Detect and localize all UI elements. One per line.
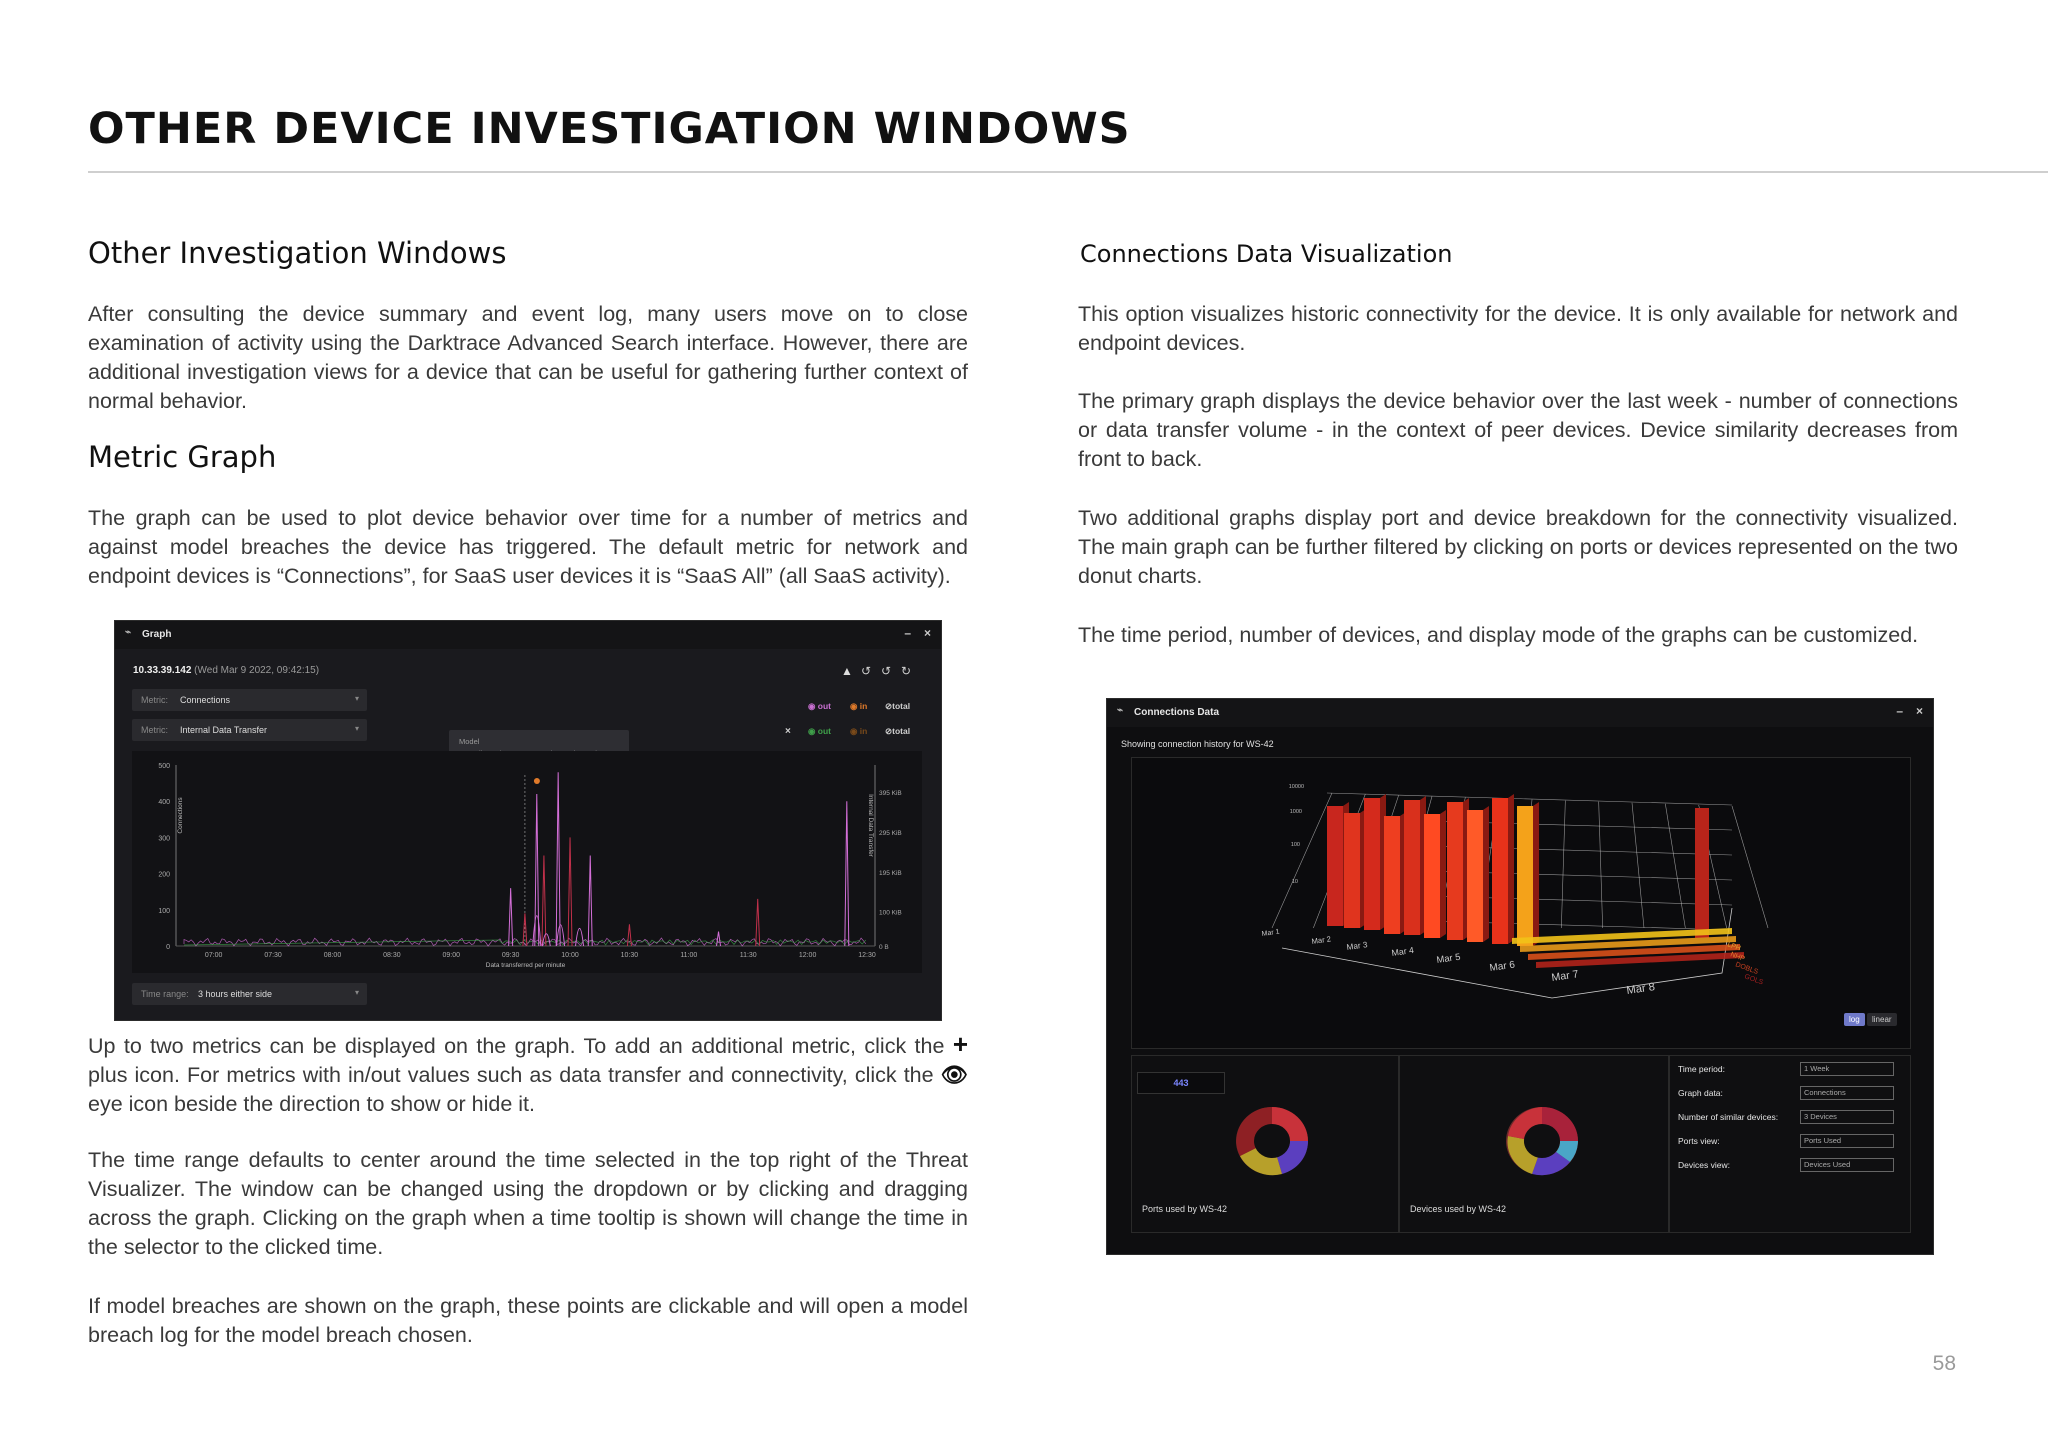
- conn-x-label: Mar 1: [1261, 928, 1281, 938]
- y-left-tick-label: 0: [166, 944, 170, 951]
- connections-spike: [588, 856, 592, 947]
- y-left-tick-label: 500: [158, 763, 170, 770]
- connections-spike: [542, 856, 546, 947]
- connection-bar: [1492, 798, 1508, 944]
- y-left-tick-label: 100: [158, 907, 170, 915]
- x-tick-label: 12:30: [858, 952, 876, 959]
- toggle-total-label: total: [892, 701, 911, 711]
- toggle-in-metric-2[interactable]: ◉ in: [850, 726, 868, 736]
- chevron-down-icon: ▾: [354, 694, 359, 703]
- y-right-tick-label: 100 KiB: [879, 909, 902, 917]
- metric-1-dropdown[interactable]: [132, 689, 367, 711]
- x-tick-label: 07:30: [264, 952, 282, 959]
- toggle-total-metric-2[interactable]: ⊘total: [885, 726, 911, 736]
- y-right-tick-label: 195 KiB: [879, 869, 902, 877]
- conn-x-label: Mar 2: [1311, 934, 1332, 946]
- graph-window-titlebar: [115, 621, 941, 649]
- setting-time-period-input[interactable]: 1 Week: [1800, 1062, 1894, 1076]
- x-axis-label: Data transferred per minute: [485, 962, 566, 969]
- y-right-axis-label: Internal Data Transfer: [867, 794, 874, 857]
- paragraph-metric-graph: The graph can be used to plot device behavior over time for a number of metrics and against model breaches the device has triggered. The default metric for network and endpoint devices is “Connections”, for SaaS user devices it is “SaaS All” (all SaaS activity).: [88, 506, 968, 588]
- time-range-dropdown[interactable]: [132, 983, 367, 1005]
- toggle-total-metric-1[interactable]: ⊘total: [885, 701, 911, 711]
- heading-connections-data: Connections Data Visualization: [1080, 240, 1453, 268]
- device-ip: 10.33.39.142: [133, 665, 192, 676]
- conn-y-tick-label: 10: [1291, 879, 1298, 885]
- conn-y-tick-label: 1000: [1289, 809, 1302, 815]
- ports-panel: [1131, 1055, 1399, 1233]
- toggle-out-label: out: [817, 726, 831, 736]
- connection-bar-side: [1483, 806, 1489, 942]
- metric-1-label: Metric:: [141, 695, 168, 705]
- x-tick-label: 08:30: [383, 952, 401, 959]
- devices-donut-chart[interactable]: [1492, 1096, 1592, 1186]
- x-tick-label: 09:00: [442, 952, 461, 959]
- connection-bar: [1467, 810, 1483, 942]
- y-left-tick-label: 400: [158, 799, 170, 807]
- paragraph-metrics-text-c: eye icon beside the direction to show or hide it.: [88, 1092, 535, 1116]
- paragraph-connections-intro: This option visualizes historic connectivity for the device. It is only available for network and endpoint devices.: [1078, 302, 1958, 355]
- conn-depth-label: LPH: [1726, 941, 1742, 953]
- setting-time-period-label: Time period:: [1678, 1064, 1725, 1074]
- heading-metric-graph: Metric Graph: [88, 440, 277, 474]
- y-right-tick-label: 0 B: [879, 944, 889, 951]
- connection-bar: [1344, 813, 1360, 928]
- graph-window-title: Graph: [142, 629, 172, 640]
- device-info: [133, 665, 319, 676]
- page-title: OTHER DEVICE INVESTIGATION WINDOWS: [88, 104, 1131, 154]
- title-divider: [88, 171, 2048, 173]
- paragraph-metrics-text-a: Up to two metrics can be displayed on the graph. To add an additional metric, click the: [88, 1034, 945, 1058]
- conn-x-label: Mar 6: [1488, 959, 1516, 974]
- minimize-icon[interactable]: –: [1896, 704, 1903, 718]
- setting-ports-view-label: Ports view:: [1678, 1136, 1720, 1146]
- history-back-icon[interactable]: ↺: [881, 664, 892, 678]
- toggle-out-metric-1[interactable]: ◉ out: [808, 701, 831, 711]
- setting-graph-data-input[interactable]: Connections: [1800, 1086, 1894, 1100]
- connection-bar: [1384, 816, 1400, 934]
- remove-metric-icon[interactable]: ×: [785, 726, 791, 737]
- paragraph-primary-graph: The primary graph displays the device behavior over the last week - number of connections or data transfer volume - in the context of peer devices. Device similarity decreases from front to back.: [1078, 389, 1958, 471]
- y-left-tick-label: 200: [158, 871, 170, 879]
- devices-panel: [1399, 1055, 1669, 1233]
- connection-bar: [1404, 800, 1420, 935]
- setting-graph-data-label: Graph data:: [1678, 1088, 1723, 1098]
- y-right-tick-label: 295 KiB: [879, 829, 902, 837]
- toggle-in-label: in: [859, 701, 868, 711]
- paragraph-customization: The time period, number of devices, and display mode of the graphs can be customized.: [1078, 623, 1919, 647]
- grid-line: [1732, 806, 1768, 928]
- connection-bar: [1364, 798, 1380, 930]
- conn-depth-label: NHP: [1729, 951, 1746, 963]
- settings-panel: [1669, 1055, 1911, 1233]
- setting-similar-devices-label: Number of similar devices:: [1678, 1112, 1779, 1122]
- toggle-in-label: in: [859, 726, 868, 736]
- connections-spike: [717, 932, 721, 946]
- setting-devices-view-label: Devices view:: [1678, 1160, 1730, 1170]
- x-tick-label: 10:00: [561, 952, 579, 959]
- history-icon[interactable]: ↺: [861, 664, 872, 678]
- connection-bar: [1447, 802, 1463, 940]
- toggle-total-label: total: [892, 726, 911, 736]
- paragraph-time-range: The time range defaults to center around the time selected in the top right of the Threat Visualizer. The window can be changed using the dropdown or by clicking and dragging across the graph. Clicking on the graph when a time tooltip is shown will change the time in the selector to the clicked time.: [88, 1148, 968, 1259]
- paragraph-model-breaches: If model breaches are shown on the graph, these points are clickable and will open a model breach log for the model breach chosen.: [88, 1294, 968, 1347]
- grid-line: [1327, 793, 1732, 805]
- warning-icon[interactable]: ▲: [841, 664, 853, 678]
- metric-chart[interactable]: [132, 751, 922, 973]
- x-tick-label: 11:00: [680, 952, 698, 959]
- setting-similar-devices-input[interactable]: 3 Devices: [1800, 1110, 1894, 1124]
- connection-bar: [1424, 814, 1440, 938]
- conn-x-label: Mar 7: [1550, 968, 1580, 984]
- tooltip-title: Model: [459, 737, 480, 746]
- grid-line: [1561, 801, 1565, 928]
- connection-bar: [1327, 806, 1343, 926]
- x-tick-label: 08:00: [323, 952, 342, 959]
- x-tick-label: 07:00: [204, 952, 223, 959]
- connections-spike: [535, 794, 539, 946]
- ports-caption: Ports used by WS-42: [1142, 1204, 1228, 1214]
- conn-x-label: Mar 5: [1435, 950, 1462, 965]
- x-tick-label: 10:30: [620, 952, 639, 959]
- time-range-value: 3 hours either side: [198, 989, 273, 999]
- chevron-down-icon: ▾: [354, 724, 359, 733]
- connection-bar: [1695, 808, 1709, 938]
- history-forward-icon[interactable]: ↻: [901, 664, 912, 678]
- metric-2-label: Metric:: [141, 725, 168, 735]
- paragraph-intro: After consulting the device summary and event log, many users move on to close examination of activity using the Darktrace Advanced Search interface. However, there are additional investigation views for a device that can be useful for gathering further context of normal behavior.: [88, 302, 968, 413]
- connection-bar: [1517, 806, 1533, 946]
- connections-spike: [756, 899, 760, 946]
- x-tick-label: 11:30: [739, 952, 757, 959]
- toggle-in-metric-1[interactable]: ◉ in: [850, 701, 868, 711]
- ports-donut-chart[interactable]: [1222, 1096, 1322, 1186]
- connections-spike: [845, 801, 849, 946]
- grid-line: [1599, 802, 1603, 928]
- toggle-out-metric-2[interactable]: ◉ out: [808, 726, 831, 736]
- conn-x-label: Mar 4: [1390, 944, 1415, 958]
- graph-window: [114, 620, 942, 1021]
- connection-bar-side: [1533, 802, 1539, 946]
- connections-spike: [556, 772, 560, 946]
- connections-spike: [568, 837, 572, 946]
- grid-line: [1632, 803, 1644, 928]
- x-tick-label: 09:30: [501, 952, 520, 959]
- y-right-tick-label: 395 KiB: [879, 790, 902, 798]
- chevron-down-icon: ▾: [354, 988, 359, 997]
- heading-other-investigation-windows: Other Investigation Windows: [88, 236, 507, 270]
- time-range-label: Time range:: [141, 989, 189, 999]
- paragraph-metrics-display: [88, 1030, 968, 1119]
- connections-window-title: Connections Data: [1134, 707, 1220, 718]
- conn-x-label: Mar 3: [1346, 940, 1369, 952]
- connection-bar-side: [1508, 794, 1514, 944]
- setting-ports-view-input[interactable]: Ports Used: [1800, 1134, 1894, 1148]
- close-icon[interactable]: ×: [923, 626, 931, 640]
- port-count-badge: 443: [1137, 1072, 1225, 1094]
- metric-2-value: Internal Data Transfer: [180, 725, 268, 735]
- conn-y-tick-label: 100: [1290, 842, 1300, 848]
- connections-spike: [509, 888, 513, 946]
- device-timestamp: (Wed Mar 9 2022, 09:42:15): [194, 665, 320, 676]
- conn-depth-label: GOLS: [1743, 973, 1764, 987]
- connection-bar-side: [1440, 810, 1446, 938]
- setting-devices-view-input[interactable]: Devices Used: [1800, 1158, 1894, 1172]
- connections-subtitle: Showing connection history for WS-42: [1121, 739, 1274, 749]
- log-scale-button[interactable]: log: [1844, 1013, 1865, 1026]
- connections-window-titlebar: [1107, 699, 1933, 727]
- connections-3d-chart[interactable]: [1131, 757, 1911, 1049]
- paragraph-metrics-text-b: plus icon. For metrics with in/out values such as data transfer and connectivity, click the: [88, 1063, 934, 1087]
- close-icon[interactable]: ×: [1915, 704, 1923, 718]
- plus-icon: +: [952, 1029, 969, 1059]
- y-left-tick-label: 300: [158, 835, 170, 843]
- devices-caption: Devices used by WS-42: [1410, 1204, 1507, 1214]
- x-tick-label: 12:00: [798, 952, 817, 959]
- connections-data-window: [1106, 698, 1934, 1255]
- metric-1-value: Connections: [180, 695, 231, 705]
- toggle-out-label: out: [817, 701, 831, 711]
- conn-x-label: Mar 8: [1625, 981, 1656, 997]
- chart-icon: ⌁: [1117, 705, 1124, 716]
- paragraph-additional-graphs: Two additional graphs display port and device breakdown for the connectivity visualized. The main graph can be further filtered by clicking on ports or devices represented on the two donut charts.: [1078, 506, 1958, 588]
- connections-3d-svg[interactable]: [1132, 758, 1912, 1050]
- metric-plot-area[interactable]: [132, 751, 922, 973]
- linear-scale-button[interactable]: linear: [1867, 1013, 1897, 1026]
- y-left-axis-label: Connections: [177, 797, 184, 834]
- page-number: 58: [1932, 1352, 1956, 1375]
- grid-line: [1272, 793, 1332, 928]
- eye-icon: 👁: [940, 1063, 968, 1087]
- model-breach-marker[interactable]: [534, 778, 540, 784]
- chart-icon: ⌁: [125, 627, 132, 638]
- metric-2-dropdown[interactable]: [132, 719, 367, 741]
- grid-line: [1665, 804, 1685, 928]
- conn-depth-label: DOBLS: [1734, 961, 1760, 976]
- conn-y-tick-label: 10000: [1288, 784, 1304, 790]
- minimize-icon[interactable]: –: [904, 626, 911, 640]
